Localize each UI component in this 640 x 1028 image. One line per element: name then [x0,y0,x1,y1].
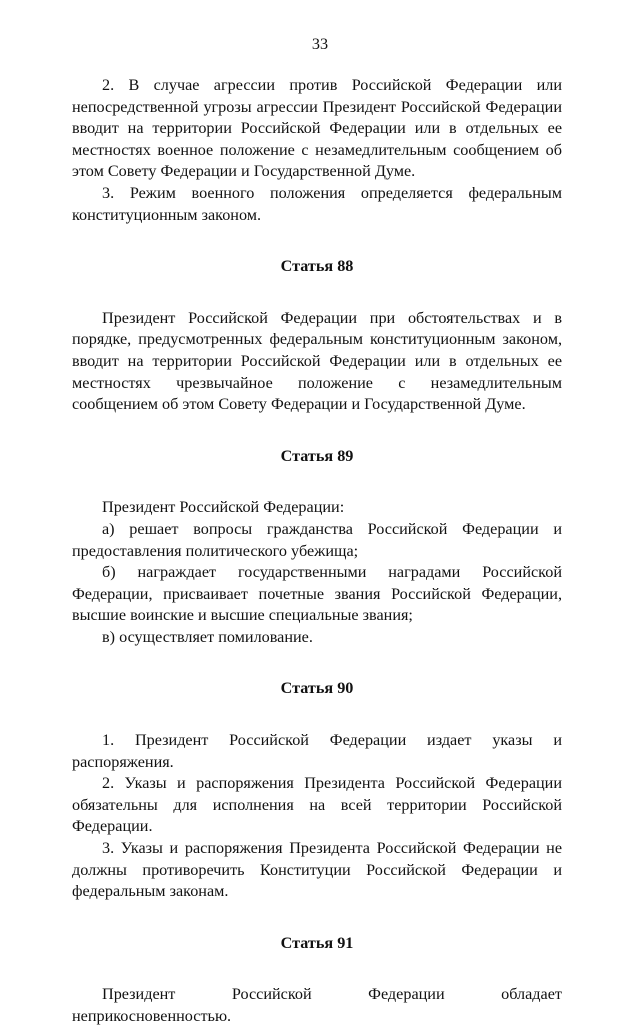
list-item: а) решает вопросы гражданства Российской Федерации и предоставления политического убежища; [72,519,562,560]
page-number: 33 [311,35,329,53]
article-heading: Статья 88 [280,257,354,276]
article-heading: Статья 89 [280,446,354,465]
article-heading: Статья 90 [280,679,354,698]
paragraph: Президент Российской Федерации: [102,498,345,517]
document-body [72,75,562,1028]
paragraph: 2. Указы и распоряжения Президента Российской Федерации обязательны для исполнения на всей территории Российской Федерации. [72,774,562,836]
list-item: б) награждает государственными наградами Российской Федерации, присваивает почетные звания Российской Федерации, высшие воинские и высшие специальные звания; [72,563,562,625]
paragraph: Президент Российской Федерации при обстоятельствах и в порядке, предусмотренных федеральным конституционным законом, вводит на территории Российской Федерации или в отдельных ее местностях чрезвычайное положение с незамедлительным сообщением об этом Совету Федерации и Государственной Думе. [72,308,562,414]
paragraph: Президент Российской Федерации обладает неприкосновенностью. [72,985,562,1025]
paragraph: 3. Указы и распоряжения Президента Российской Федерации не должны противоречить Конституции Российской Федерации и федеральным законам. [72,839,562,901]
list-item: в) осуществляет помилование. [102,627,313,646]
article-heading: Статья 91 [280,933,354,952]
paragraph: 3. Режим военного положения определяется федеральным конституционным законом. [72,183,562,224]
paragraph: 1. Президент Российской Федерации издает указы и распоряжения. [72,731,562,771]
paragraph: 2. В случае агрессии против Российской Федерации или непосредственной угрозы агрессии Президент Российской Федерации вводит на территории Российской Федерации или в отдельных ее местностях военное положение с незамедлительным сообщением об этом Совету Федерации и Государственной Думе. [72,76,562,181]
